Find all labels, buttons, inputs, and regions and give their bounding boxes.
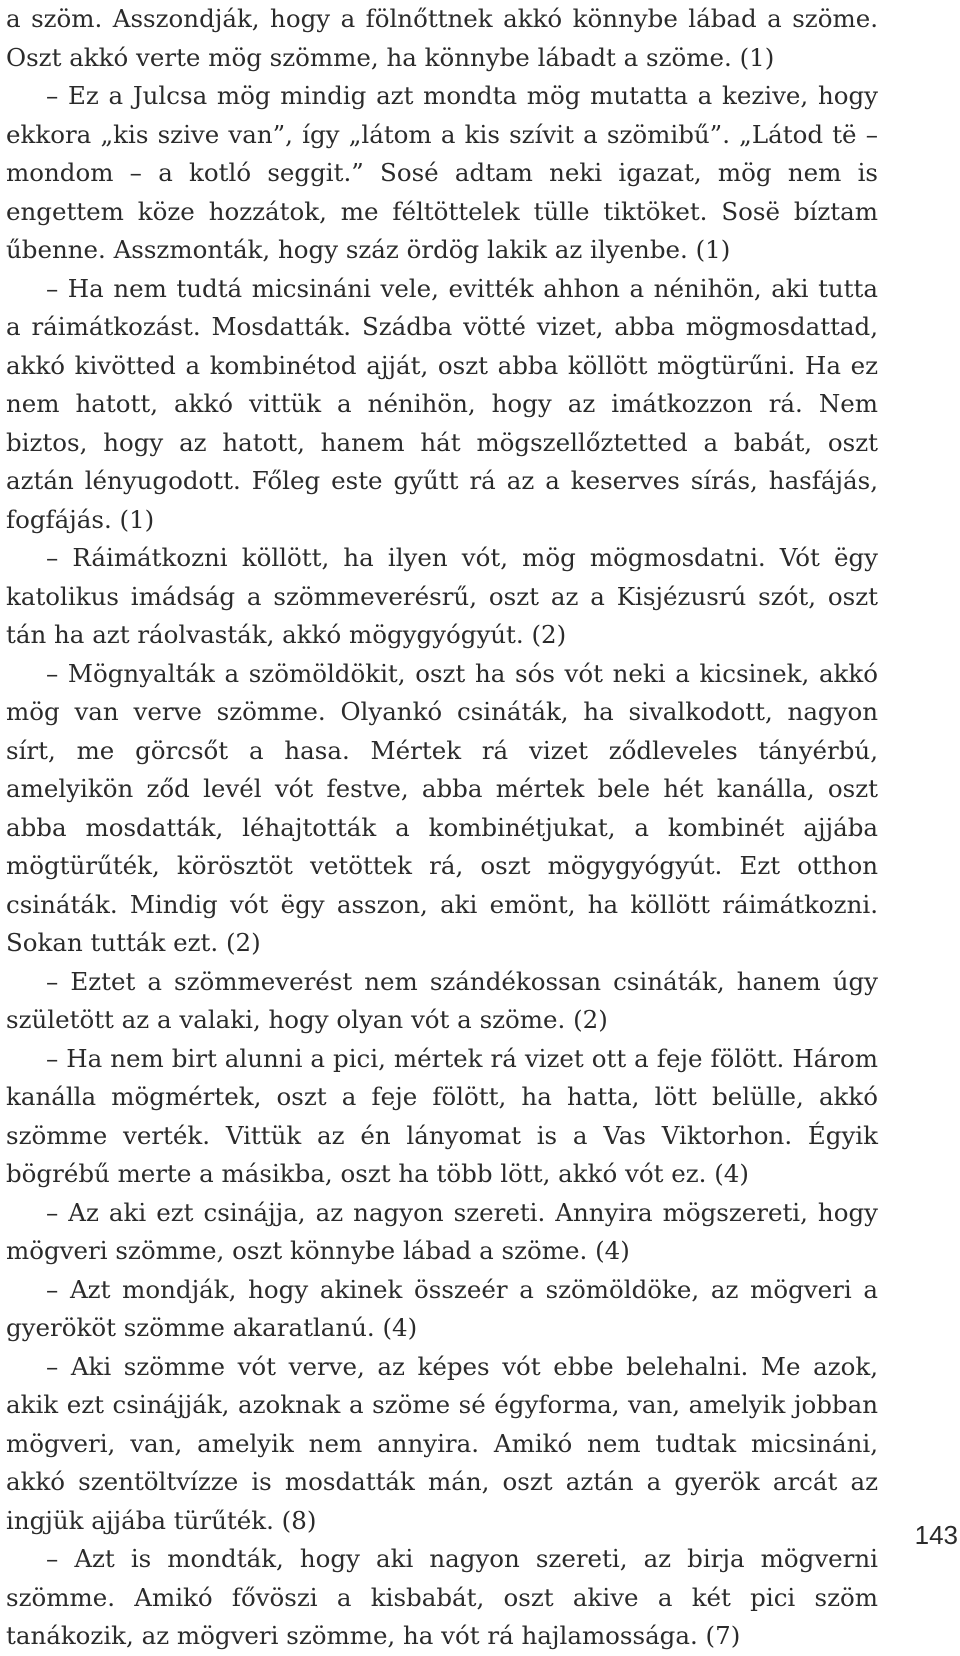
paragraph-11: – Azt is mondták, hogy aki nagyon szereti, az birja mögverni szömme. Amikó fővöszi a kisbabát, oszt akive a két pici szöm tanákozik, az mögveri szömme, ha vót rá hajlamossága. (7) — [6, 1544, 878, 1650]
paragraph-2: – Ez a Julcsa mög mindig azt mondta mög mutatta a kezive, hogy ekkora „kis szive van”, így „látom a kis szívit a szömibű”. „Látod të – mondom – a kotló seggit.” Sosé adtam neki igazat, mög nem is engettem köze hozzátok, me féltöttelek tülle tiktöket. Sosë bíztam űbenne. Asszmonták, hogy száz ördög lakik az ilyenbe. (1) — [6, 81, 878, 264]
paragraph-4: – Ráimátkozni köllött, ha ilyen vót, mög mögmosdatni. Vót ëgy katolikus imádság a szömmeverésrű, oszt az a Kisjézusrú szót, oszt tán ha azt ráolvasták, akkó mögygyógyút. (2) — [6, 543, 878, 649]
paragraph-7: – Ha nem birt alunni a pici, mértek rá vizet ott a feje fölött. Három kanálla mögmértek, oszt a feje fölött, ha hatta, lött belülle, akkó szömme verték. Vittük az én lányomat is a Vas Viktorhon. Égyik bögrébű merte a másikba, oszt ha több lött, akkó vót ez. (4) — [6, 1043, 878, 1188]
paragraph-9: – Azt mondják, hogy akinek összeér a szömöldöke, az mögveri a gyerököt szömme akaratlanú. (4) — [6, 1274, 878, 1342]
paragraph-6: – Eztet a szömmeverést nem szándékossan csináták, hanem úgy születött az a valaki, hogy olyan vót a szöme. (2) — [6, 966, 878, 1034]
page-number: 143 — [914, 1520, 958, 1550]
paragraph-1: a szöm. Asszondják, hogy a fölnőttnek akkó könnybe lábad a szöme. Oszt akkó verte mög szömme, ha könnybe lábadt a szöme. (1) — [6, 4, 878, 72]
paragraph-10: – Aki szömme vót verve, az képes vót ebbe belehalni. Me azok, akik ezt csinájják, azoknak a szöme sé égyforma, van, amelyik jobban mögveri, van, amelyik nem annyira. Amikó nem tudtak micsináni, akkó szentöltvízze is mosdatták mán, oszt aztán a gyerök arcát az ingjük ajjába türűték. (8) — [6, 1351, 878, 1535]
page-body — [6, 0, 878, 1656]
paragraph-8: – Az aki ezt csinájja, az nagyon szereti. Annyira mögszereti, hogy mögveri szömme, oszt könnybe lábad a szöme. (4) — [6, 1197, 878, 1265]
paragraph-5: – Mögnyalták a szömöldökit, oszt ha sós vót neki a kicsinek, akkó mög van verve szömme. Olyankó csináták, ha sivalkodott, nagyon sírt, me görcsőt a hasa. Mértek rá vizet ződleveles tányérbú, amelyikön ződ levél vót festve, abba mértek bele hét kanálla, oszt abba mosdatták, léhajtották a kombinétjukat, a kombinét ajjába mögtürűték, körösztöt vetöttek rá, oszt mögygyógyút. Ezt otthon csináták. Mindig vót ëgy asszon, aki emönt, ha köllött ráimátkozni. Sokan tutták ezt. (2) — [6, 658, 878, 957]
paragraph-3: – Ha nem tudtá micsináni vele, evitték ahhon a nénihön, aki tutta a ráimátkozást. Mosdatták. Szádba vötté vizet, abba mögmosdattad, akkó kivötted a kombinétod ajját, oszt abba köllött mögtürűni. Ha ez nem hatott, akkó vittük a nénihön, hogy az imátkozzon rá. Nem biztos, hogy az hatott, hanem hát mögszellőztetted a babát, oszt aztán lényugodott. Főleg este gyűtt rá az a keserves sírás, hasfájás, fogfájás. (1) — [6, 273, 878, 534]
